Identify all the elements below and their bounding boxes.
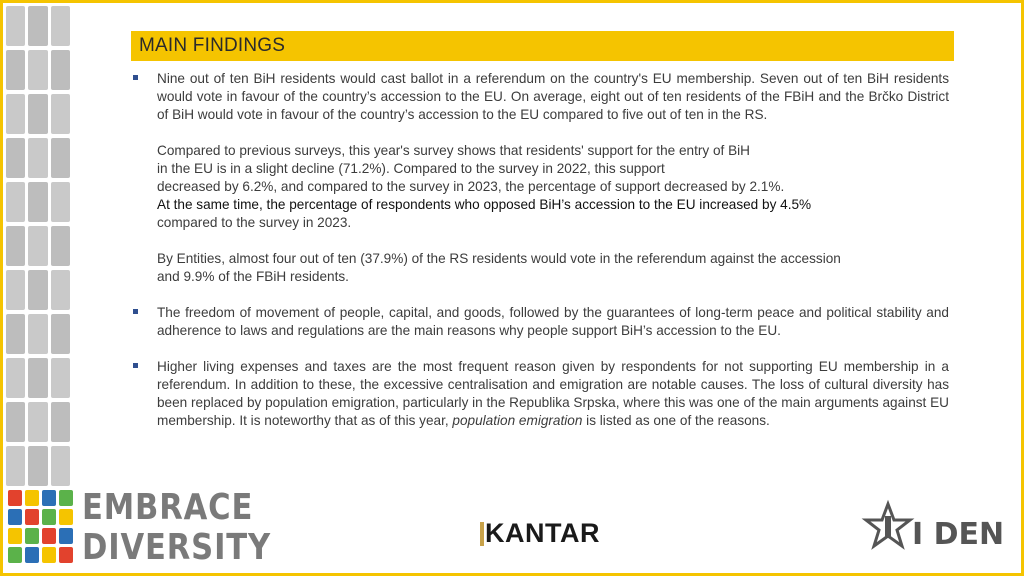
paragraph-line: in the EU is in a slight decline (71.2%). Compared to the survey in 2022, this support [157, 161, 665, 176]
paragraph-line: At the same time, the percentage of respondents who opposed BiH’s accession to the EU increased by 4.5% [157, 197, 812, 212]
finding-bullet-3 [131, 358, 949, 430]
finding-text: Nine out of ten BiH residents would cast ballot in a referendum on the country's EU membership. Seven out of ten BiH residents would vote in favour of the country’s accession to the EU. On average, eight out of ten residents of the FBiH and the Brčko District of BiH would vote in favour of the country’s accession to the EU compared to five out of ten in the RS. [157, 71, 949, 122]
kantar-logo [480, 518, 600, 549]
emphasis-text: population emigration [452, 413, 583, 428]
finding-text: is listed as one of the reasons. [582, 413, 770, 428]
finding-paragraph-1 [131, 142, 949, 232]
kantar-bar-icon [480, 522, 484, 546]
findings-content [131, 70, 949, 430]
decorative-pattern [6, 6, 70, 486]
embrace-diversity-logo [8, 487, 272, 570]
iden-star-icon [866, 502, 1005, 554]
finding-bullet-2 [131, 304, 949, 340]
iden-logo [866, 502, 1005, 554]
page-title: MAIN FINDINGS [139, 35, 286, 56]
diversity-word: DIVERSITY [82, 527, 272, 568]
title-bar [131, 31, 954, 61]
embrace-diversity-text [82, 488, 271, 568]
paragraph-line: decreased by 6.2%, and compared to the survey in 2023, the percentage of support decreased by 2.1%. [157, 179, 785, 194]
paragraph-line: Compared to previous surveys, this year's survey shows that residents' support for the entry of BiH [157, 143, 751, 158]
paragraph-line: compared to the survey in 2023. [157, 215, 352, 230]
finding-paragraph-2 [131, 250, 949, 286]
embrace-word: EMBRACE [82, 487, 254, 528]
paragraph-line: and 9.9% of the FBiH residents. [157, 269, 349, 284]
bullet-square-icon [133, 363, 138, 368]
bullet-square-icon [133, 309, 138, 314]
finding-text: Higher living expenses and taxes are the most frequent reason given by respondents for not supporting EU membership in a referendum. In addition to these, the excessive centralisation and emigration are notable causes. The loss of cultural diversity has been replaced by population emigration, particularly in the Republika Srpska, where this was one of the main arguments against EU membership. It is noteworthy that as of this year, [157, 359, 949, 428]
bullet-square-icon [133, 75, 138, 80]
kantar-text: KANTAR [485, 518, 600, 548]
finding-bullet-1 [131, 70, 949, 124]
paragraph-line: By Entities, almost four out of ten (37.9%) of the RS residents would vote in the referendum against the accession [157, 251, 841, 266]
finding-text: The freedom of movement of people, capital, and goods, followed by the guarantees of long-term peace and political stability and adherence to laws and regulations are the main reasons why people support BiH’s accession to the EU. [157, 305, 949, 338]
iden-text: I DEN [912, 517, 1005, 552]
bih-eu-tiles-icon [8, 490, 76, 566]
